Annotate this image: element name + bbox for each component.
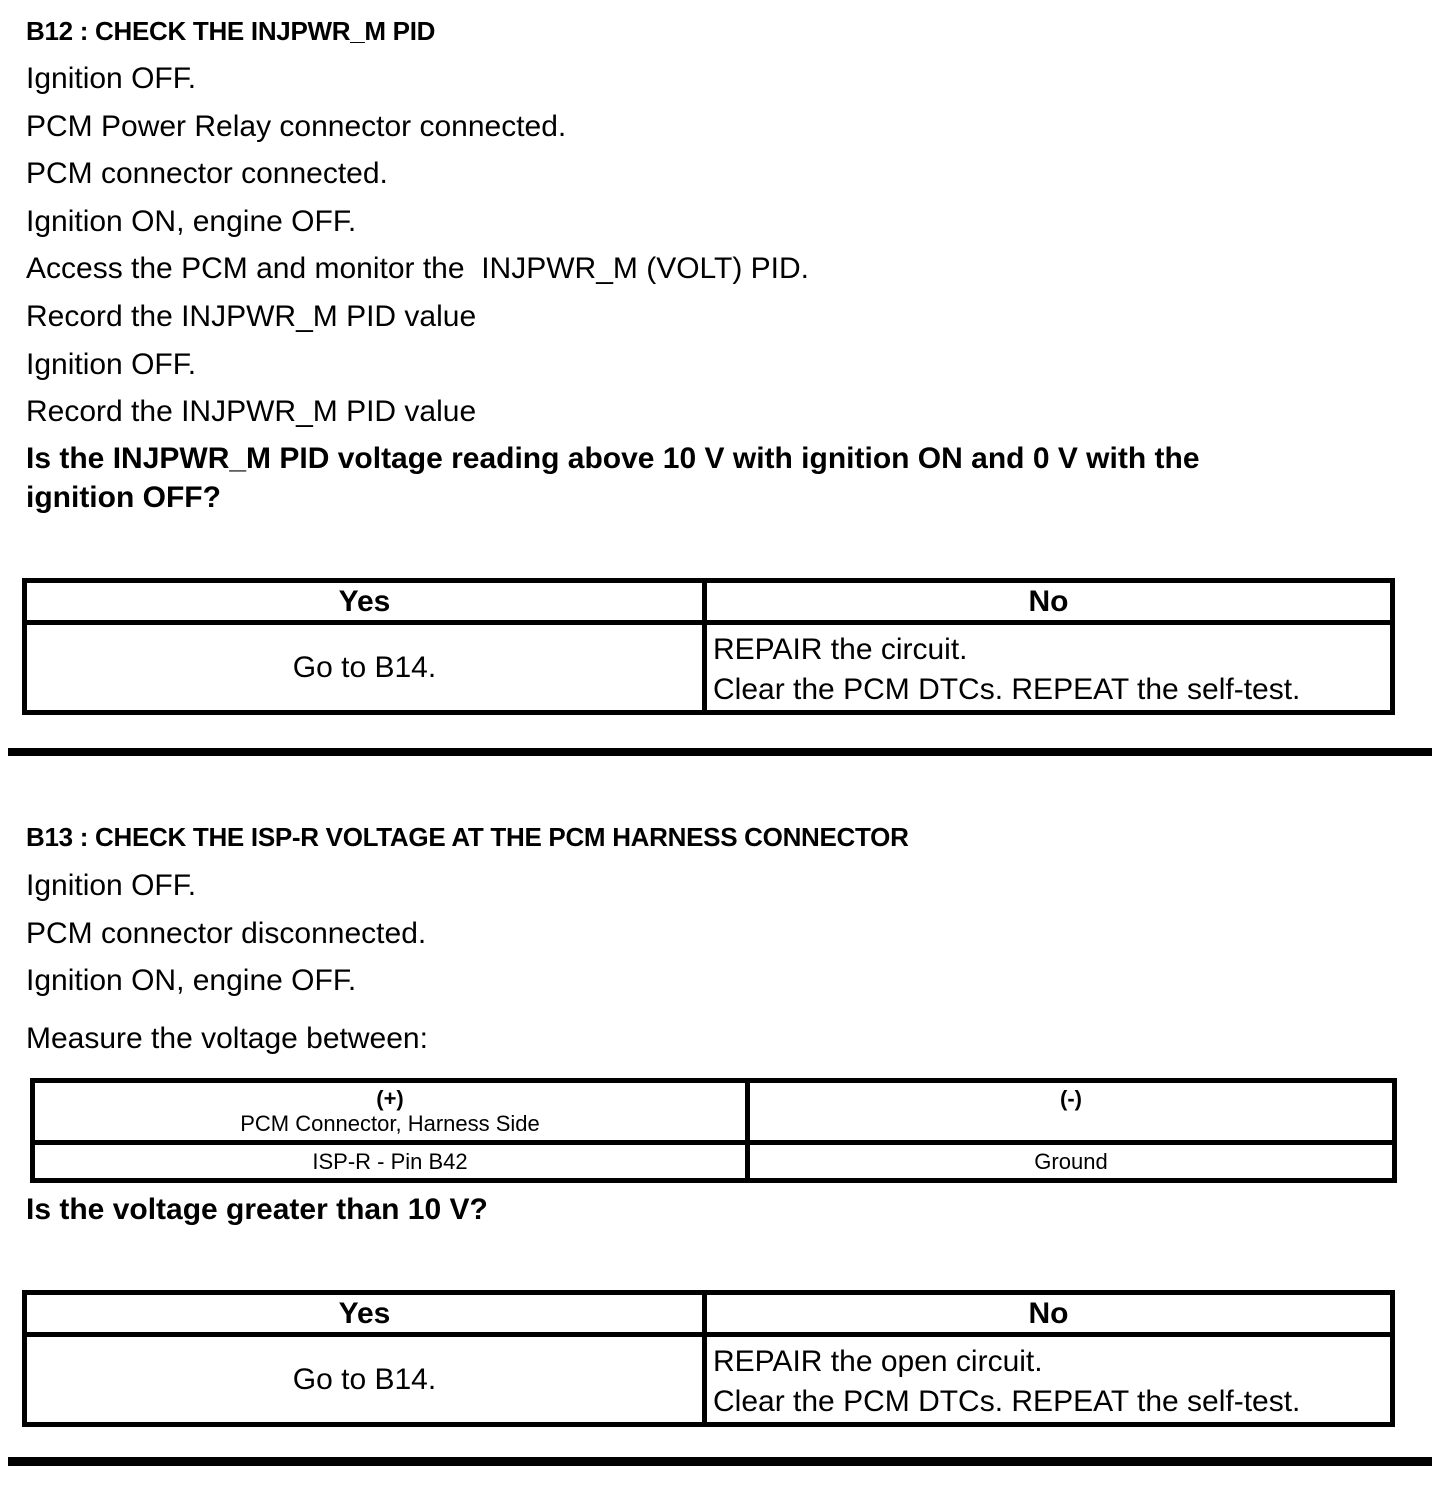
b12-question-line: Is the INJPWR_M PID voltage reading above 10 V with ignition ON and 0 V with the (26, 442, 1200, 475)
b13-no-action-line: REPAIR the open circuit. (713, 1345, 1043, 1378)
b12-step-line: Ignition OFF. (26, 347, 197, 381)
b12-no-action-line: REPAIR the circuit. (713, 633, 968, 666)
b13-result-table (22, 1290, 1395, 1427)
measurement-body-row (33, 1143, 1395, 1181)
b13-measure-intro: Measure the voltage between: (26, 1022, 428, 1055)
b13-measure-intro-wrap (26, 1015, 428, 1063)
b12-question-line: ignition OFF? (26, 480, 221, 514)
b12-step-line: Access the PCM and monitor the INJPWR_M (VOLT) PID. (26, 252, 809, 286)
b13-yes-action: Go to B14. (25, 1335, 705, 1425)
section-divider (8, 748, 1432, 756)
b13-result-body-row (25, 1335, 1393, 1425)
b12-step-line: Ignition OFF. (26, 62, 197, 95)
yes-column-header: Yes (25, 1293, 705, 1335)
minus-sign-label: (-) (1060, 1086, 1082, 1111)
b12-step-line: Ignition ON, engine OFF. (26, 204, 357, 238)
b13-question-line: Is the voltage greater than 10 V? (26, 1193, 488, 1226)
b13-step-line: PCM connector disconnected. (26, 916, 427, 950)
b12-section-heading: B12 : CHECK THE INJPWR_M PID (26, 16, 436, 46)
b12-result-body-row (25, 623, 1393, 713)
page-bottom-divider (8, 1457, 1432, 1466)
b12-step-line: PCM Power Relay connector connected. (26, 109, 567, 143)
b12-result-header-row (25, 581, 1393, 623)
plus-column-header (33, 1081, 748, 1143)
b12-no-action (705, 623, 1393, 713)
plus-connector-label: PCM Connector, Harness Side (240, 1111, 540, 1136)
yes-column-header: Yes (25, 581, 705, 623)
b12-yes-action: Go to B14. (25, 623, 705, 713)
b13-measurement-table (30, 1078, 1397, 1183)
b13-no-action-line: Clear the PCM DTCs. REPEAT the self-test. (713, 1385, 1301, 1418)
b12-step-line: PCM connector connected. (26, 157, 388, 191)
plus-sign-label: (+) (376, 1086, 404, 1111)
plus-measure-point: ISP-R - Pin B42 (33, 1143, 748, 1181)
b13-section-heading: B13 : CHECK THE ISP-R VOLTAGE AT THE PCM HARNESS CONNECTOR (26, 822, 909, 852)
b13-no-action (705, 1335, 1393, 1425)
no-column-header: No (705, 1293, 1393, 1335)
b12-no-action-line: Clear the PCM DTCs. REPEAT the self-test. (713, 673, 1301, 706)
minus-column-header (748, 1081, 1395, 1143)
b13-result-header-row (25, 1293, 1393, 1335)
b12-step-line: Record the INJPWR_M PID value (26, 299, 477, 333)
b13-step-line: Ignition OFF. (26, 869, 197, 902)
b12-steps (26, 55, 809, 436)
no-column-header: No (705, 581, 1393, 623)
minus-measure-point: Ground (748, 1143, 1395, 1181)
b12-question (26, 440, 1200, 517)
b13-question (26, 1191, 488, 1230)
b12-step-line: Record the INJPWR_M PID value (26, 395, 477, 429)
b13-step-line: Ignition ON, engine OFF. (26, 964, 357, 998)
measurement-header-row (33, 1081, 1395, 1143)
b13-steps (26, 862, 426, 1005)
b12-result-table (22, 578, 1395, 715)
